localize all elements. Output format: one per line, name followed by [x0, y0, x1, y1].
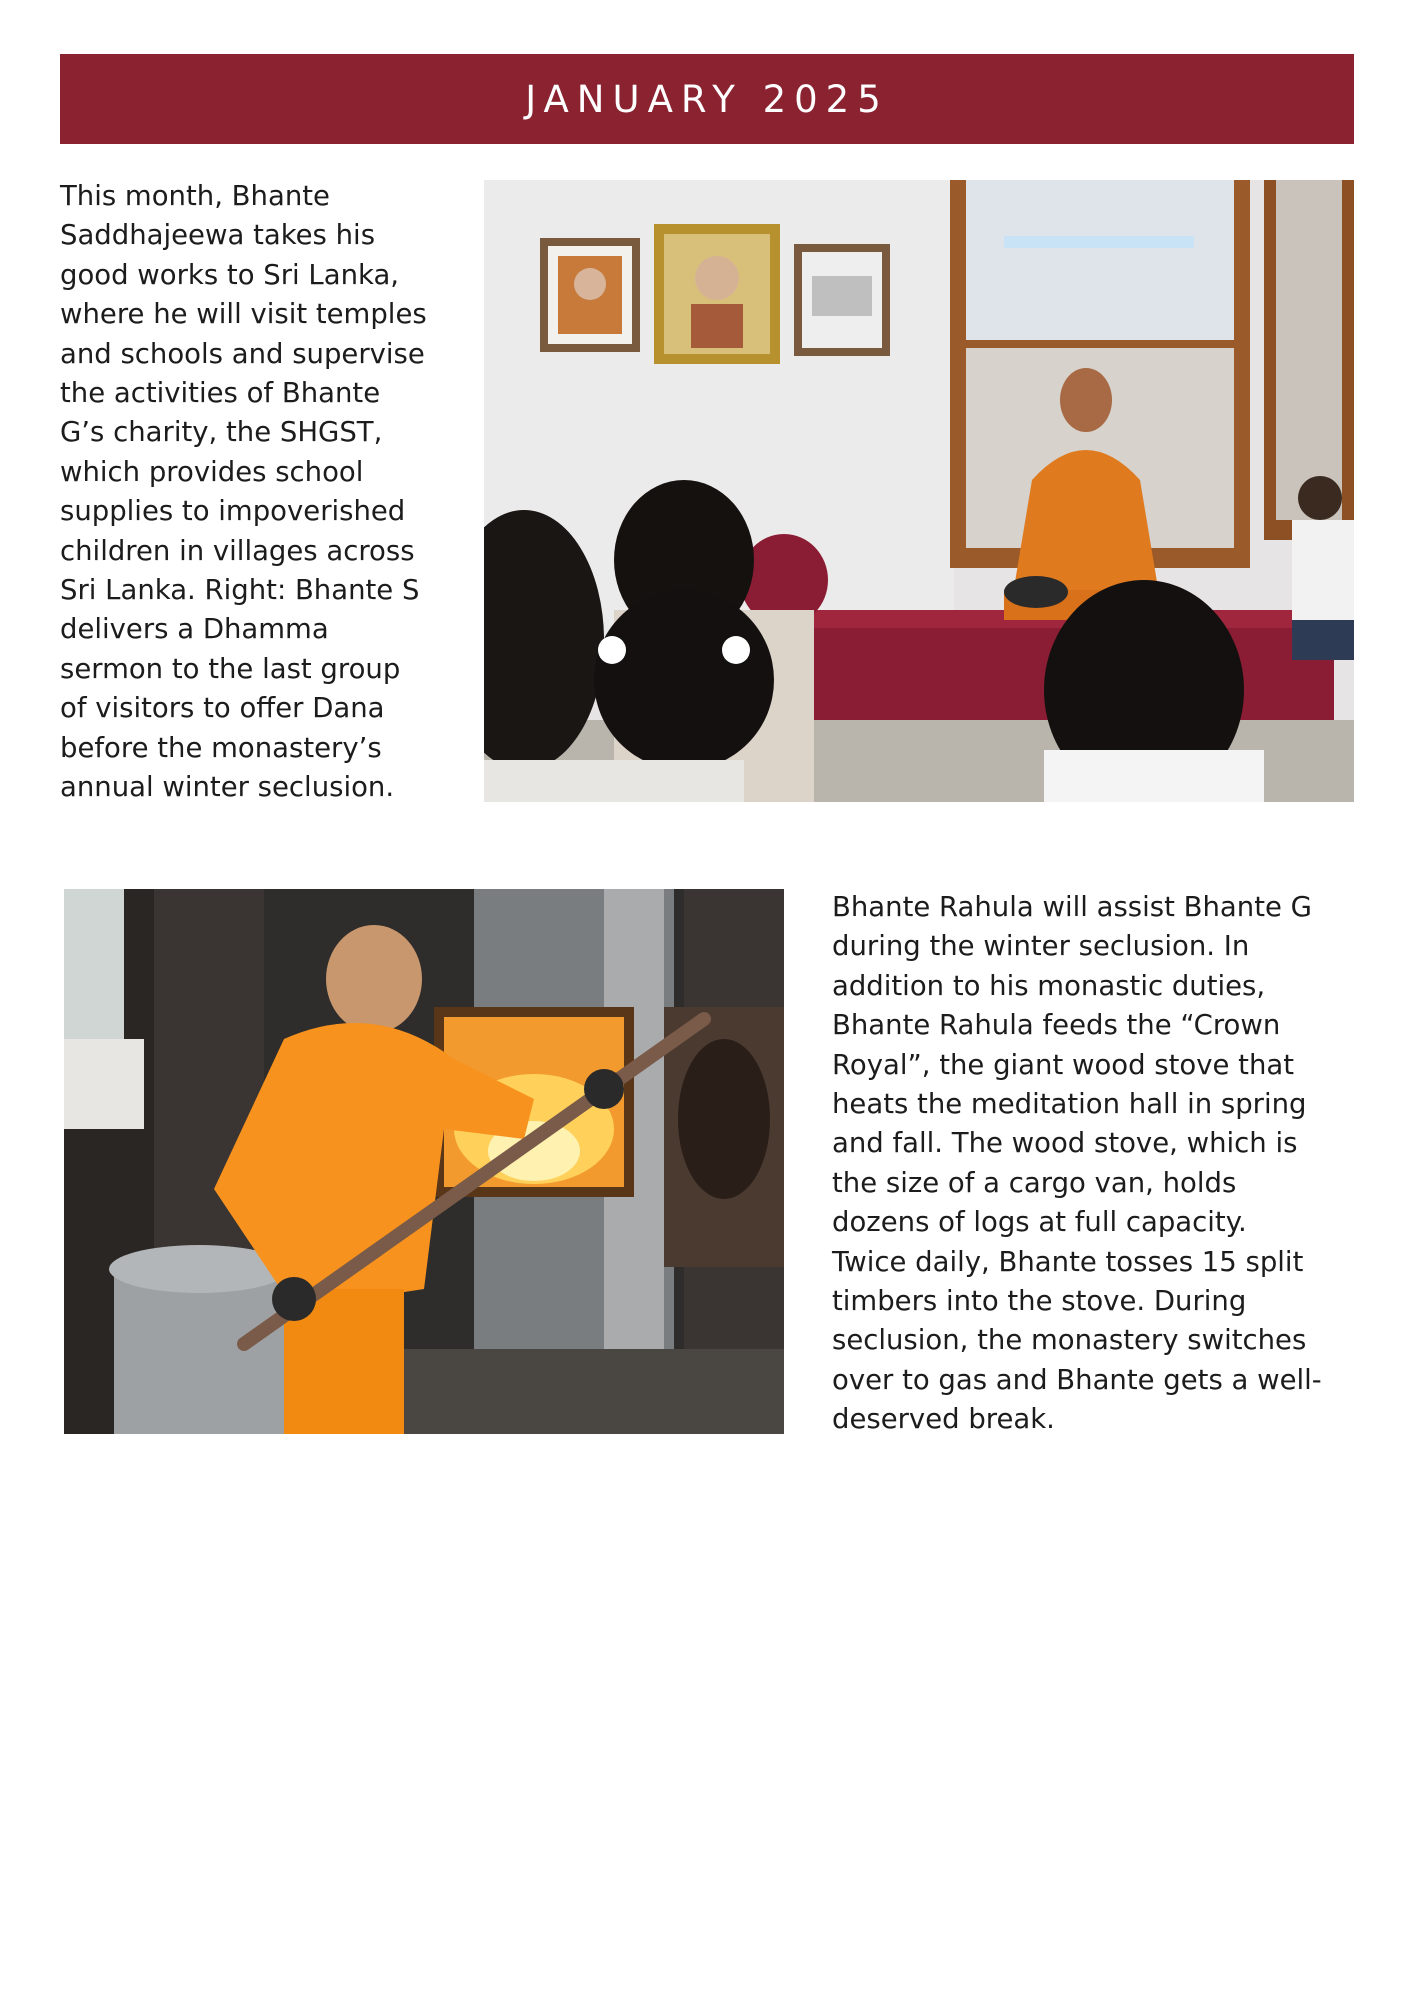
- text-line: of visitors to offer Dana: [60, 692, 385, 725]
- text-line: delivers a Dhamma: [60, 613, 329, 646]
- text-line: the size of a cargo van, holds: [832, 1166, 1237, 1199]
- intro-paragraph: [60, 177, 460, 808]
- text-line: Sri Lanka. Right: Bhante S: [60, 574, 420, 607]
- text-line: where he will visit temples: [60, 298, 427, 331]
- text-line: Royal”, the giant wood stove that: [832, 1048, 1295, 1081]
- text-line: seclusion, the monastery switches: [832, 1324, 1307, 1357]
- text-line: children in villages across: [60, 534, 415, 567]
- text-line: and fall. The wood stove, which is: [832, 1127, 1298, 1160]
- text-line: This month, Bhante: [60, 180, 330, 212]
- text-line: timbers into the stove. During: [832, 1285, 1247, 1318]
- text-line: Twice daily, Bhante tosses 15 split: [832, 1245, 1304, 1278]
- text-line: annual winter seclusion.: [60, 771, 395, 804]
- text-line: supplies to impoverished: [60, 495, 406, 528]
- text-line: deserved break.: [832, 1403, 1055, 1436]
- stove-paragraph: [832, 888, 1362, 1440]
- text-line: G’s charity, the SHGST,: [60, 416, 383, 449]
- text-line: Bhante Rahula feeds the “Crown: [832, 1009, 1281, 1042]
- sermon-photo: [484, 180, 1354, 802]
- text-line: Saddhajeewa takes his: [60, 219, 376, 252]
- banner-title: JANUARY 2025: [525, 77, 889, 121]
- text-line: addition to his monastic duties,: [832, 969, 1266, 1002]
- wood-stove-photo: [64, 889, 784, 1434]
- text-line: and schools and supervise: [60, 337, 425, 370]
- text-line: before the monastery’s: [60, 731, 382, 764]
- text-line: during the winter seclusion. In: [832, 930, 1250, 963]
- text-line: the activities of Bhante: [60, 377, 381, 410]
- text-line: heats the meditation hall in spring: [832, 1088, 1307, 1121]
- month-banner: [60, 54, 1354, 144]
- text-line: which provides school: [60, 455, 364, 488]
- text-line: sermon to the last group: [60, 652, 401, 685]
- text-line: good works to Sri Lanka,: [60, 258, 400, 291]
- text-line: over to gas and Bhante gets a well-: [832, 1363, 1322, 1396]
- text-line: dozens of logs at full capacity.: [832, 1206, 1247, 1239]
- text-line: Bhante Rahula will assist Bhante G: [832, 891, 1312, 923]
